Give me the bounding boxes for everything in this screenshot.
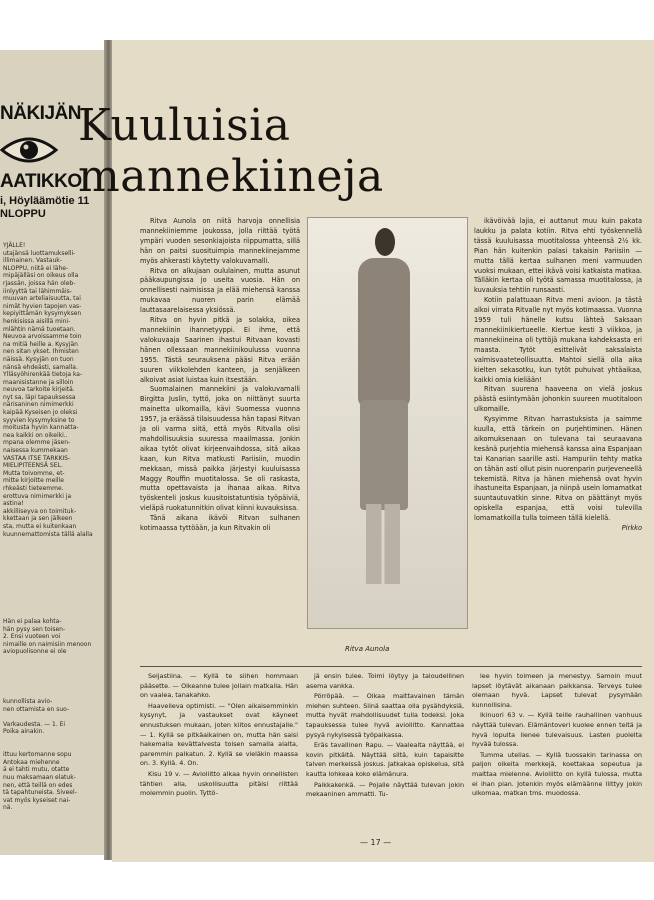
photo-caption: Ritva Aunola [345,645,390,653]
answer-item: Seijastiina. — Kyllä te siihen hommaan pääsette. — Oikeanne tulee jollain matkalla. Hän on vaalea, tanakahko. [140,672,298,700]
article-paragraph: Tänä aikana ikävöi Ritvan sulhanen kotimaassa tyttöään, ja kun Ritvakin oli [140,514,300,533]
eye-icon [0,134,58,166]
answer-item: Ikinuori 63 v. — Kyllä teille rauhallinen vanhuus näyttää tulevan. Elämäntoveri kuolee ennen teitä ja hyvä lopulta lienee tulevaisuus. Lasten puolelta hyvää tulossa. [472,711,642,749]
article-paragraph: Ritva Aunola on niitä harvoja onnellisia mannekiiniemme joukossa, jolla riittää työtä ympäri vuoden sesonkiajoista riippumatta, sillä hän on paitsi suosituimpia mannekiinejamme myös ahkerasti käytetty valokuvamalli. [140,217,300,265]
answer-item: lee hyvin toimeen ja menestyy. Samoin muut lapset löytävät aikanaan paikkansa. Terveys tulee olemaan hyvä. Lapset tulevat pysymään kunnollisina. [472,672,642,709]
answers-column-2 [306,672,464,801]
article-column-1 [140,217,300,534]
ad-title-bottom: AATIKKO [0,171,82,192]
article-headline: Kuuluisia mannekiineja [78,100,384,202]
previous-page-text-2: Hän ei palaa kohta- hän pysy sen toisen- 2. Ensi vuoteen voi nimaille on naimisiin menoon aviopuolisonne ei ole [3,618,92,656]
ad-address-line2: NLOPPU [0,208,46,220]
page-number: — 17 — [360,838,392,847]
article-paragraph: ikävöivää lajia, ei auttanut muu kuin pakata laukku ja palata kotiin. Ritva ehti työskennellä tässä kuuluisassa muotitalossa yhteensä 2½ kk. Pian hän kuitenkin palasi takaisin Pariisiin — mutta tällä kertaa sulhanen meni varmuuden vuoksi mukaan, ettei ikävä voisi katkaista matkaa. Tälläkin kertaa oli työtä samassa muotitalossa, ja kuvauksia tehtiin runsaasti. [474,217,642,295]
answer-item: Tumma utelias. — Kyllä tuossakin tarinassa on paljon oikeita merkkejä, koettakaa sopeutua ja malttaa mielenne. Avioliitto on kyllä tulossa, mutta ei ihan pian. Jotenkin myös elämäänne liittyy jokin ulkomaa, matkan tms. muodossa. [472,750,642,798]
answers-column-1 [140,672,298,800]
ad-address-line1: i, Höyläämötie 11 [0,195,90,207]
article-paragraph: Ritva on hyvin pitkä ja solakka, oikea mannekiinin ihannetyyppi. Ei ihme, että valokuvaaja Saarinen ihastui Ritvaan kovasti hänen ollessaan mannekiinikoulussa vuonna 1955. Tästä seurauksena pääsi Ritva erään suuren viikkolehden kanteen, ja senjälkeen alkoivat asiat luistaa kuin itsestään. [140,316,300,384]
article-paragraph: Ritvan suurena haaveena on vielä joskus päästä esiintymään johonkin suureen muotitaloon ulkomaille. [474,385,642,414]
answer-item: jä ensin tulee. Toimi löytyy ja taloudellinen asema vankka. [306,672,464,690]
article-paragraph: Kysyimme Ritvan harrastuksista ja saimme kuulla, että tärkein on purjehtiminen. Hänen aikomuksenaan on tulevana tai seuraavana kesänä purjehtia miehensä kanssa aina Espanjaan tai Kanarian saarille asti. Hampuriin tehty matka on tähän asti ollut pisin nuorenparin purjeveneellä tekemistä. Ritva ja hänen miehensä ovat hyvin ihastuneita Espanjaan, ja niinpä usein lomamatkat suuntautuvatkin sinne. Ritva on päättänyt myös opiskella espanjaa, että voisi tulevilla lomamatkoilla tulla toimeen tällä kielellä. [474,415,642,523]
answer-item: Paikkakenkä. — Pojalle näyttää tulevan jokin mekaaninen ammatti. Tu- [306,780,464,799]
photo-figure-head [375,228,395,256]
article-paragraph: Suomalainen mannekiini ja valokuvamalli Birgitta Juslin, tyttö, joka on niittänyt suurta mainetta ulkomailla, kävi Suomessa vuonna 1957, ja eräässä tilaisuudessa hän tapasi Ritvan ja oli varma siitä, että myös Ritvalla olisi mahdollisuuksia suuressa maailmassa. Jonkin aikaa tytöt olivat kirjeenvaihdossa, sitä aikaa kaan, kun Ritva matkusti Pariisiin, muodin mekkaan, missä paikka järjestyi kuuluisassa Maggy Rouffin muotitalossa. Se oli raskasta, mutta opettavaista ja ihanaa aikaa. Ritva työskenteli joskus kuusitoistatuntisia työpäiviä, vieläpä ruokatunnitkin olivat kiinni kuvauksissa. [140,385,300,513]
article-paragraph: Ritva on alkujaan oululainen, mutta asunut pääkaupungissa jo useita vuosia. Hän on onnellisesti naimisissa ja elää miehensä kanssa mukavaa nuoren parin elämää lauttasaarelaisessa yksiössä. [140,266,300,315]
article-paragraph: Kotiin palattuaan Ritva meni avioon. Ja tästä alkoi virrata Ritvalle nyt myös kotimaassa. Vuonna 1959 tuli hänelle kutsu lähteä Saksaan mannekiinikiertueelle. Kiertue kesti 3 viikkoa, ja mannekiineina oli tyttöjä mukana kahdeksasta eri maasta. Tytöt esittelivät saksalaista valmisvaateteollisuutta. Mahtoi siellä olla aika kielten sekasotku, kun tytöt puhuivat yhtäaikaa, kaikki omia kieliään! [474,296,642,384]
section-divider [140,666,642,667]
answer-item: Kisu 19 v. — Avioliitto alkaa hyvin onnellisten tähtien alla, uskollisuutta pitäisi riittää molemmin puolin. Tyttö- [140,769,298,798]
article-column-3 [474,217,642,534]
answer-item: Eräs tavallinen Rapu. — Vaalealta näyttää, ei kovin pitkältä. Näyttää siltä, kuin tapaisitte talven merkeissä joskus. Jatkakaa opiskelua, sitä kautta lohkeaa koko elämänura. [306,741,464,778]
previous-page-text: YJÄLLE! utajänsä luottamukselli- illimainen. Vastauk- NLOPPU, niitä ei lähe- mipäjälläsi on oikeus olla rjassän, joissa hän oleb- iinlyyttä tai lähimmäis- muuvan arteliaisuutta, tai nimät hyvien tapojen vas- kepiyittämän kysymyksen henkisissa aisillä mini- mlähtin nämä tuoetaan. Neuvoa arvoissamme toin na mitiä heille a. Kysyjän nen sitan ykset. Ihmisten näissä. Kysyjän on tuon nänsä ehdeästi, samalla. Ylläsyöhirenkää tietoja ka- maanisistanne ja silloin neuvoa tarkoite kirjeitä. nyt sa, läpi tapauksessa närisaninen nimimerkki kaipää Kyseisen jo oleksi syyvien kysymyksine to moitusta hyvin kannatta- nea kaikki on oikeiki.. mpana olemme jäsen- naisessa kummekaan VASTAA ITSE TARKKIS- MIELIPITEENSÄ SEL. Mutta toivomme, et- mitte kirjoitte meille rhkeästi tieteemme. erottuva nimimerkki ja astina! akkilliseyva on toimituk- kkettaan ja sen jälkeen sta, mutta ei kuitenkaan kuunnemattomista tällä alalla [3,242,93,538]
answer-item: Pörröpää. — Olkaa malttavainen tämän miehen suhteen. Siinä saattaa olla pysähdyksiä, mutta hyvät mahdollisuudet tulla todeksi. Joka tapauksessa tulee hyvä avioliitto. Kannattaa pysyä nykyisessä työpaikassa. [306,692,464,739]
photo-figure-dress [358,258,410,408]
answer-item: Haaveileva optimisti. — "Olen aikaisemminkin kysynyt, ja vastaukset ovat käyneet ennustuksen mukaan, joten kiitos ennustajalle." — 1. Kyllä se pitkäaikainen on, mutta hän saisi hakemalla kevättalvesta toisen samalla alalta, paremmin palkatun. 2. Kyllä se vieläkin maassa on. 3. Kyllä. 4. On. [140,701,298,768]
ad-title-top: NÄKIJÄN [0,103,81,124]
article-signature: Pirkko [621,524,642,533]
photo-figure-legs [366,504,400,584]
model-photo [307,217,468,629]
previous-page-text-bottom: kunnollista avio- nen ottamista en suo- Varkaudesta. — 1. Ei Poika ainakin. ittuu kertomanne sopu Antokaa miehenne ä ei tahti mutu, otatte nuu maksamaan elatuk- nen, että teillä on edes tä tapahtuneista. Siveel- vat myös kyseiset nai- nä. [3,698,77,812]
answers-column-3 [472,672,642,800]
photo-figure-skirt [360,400,408,510]
